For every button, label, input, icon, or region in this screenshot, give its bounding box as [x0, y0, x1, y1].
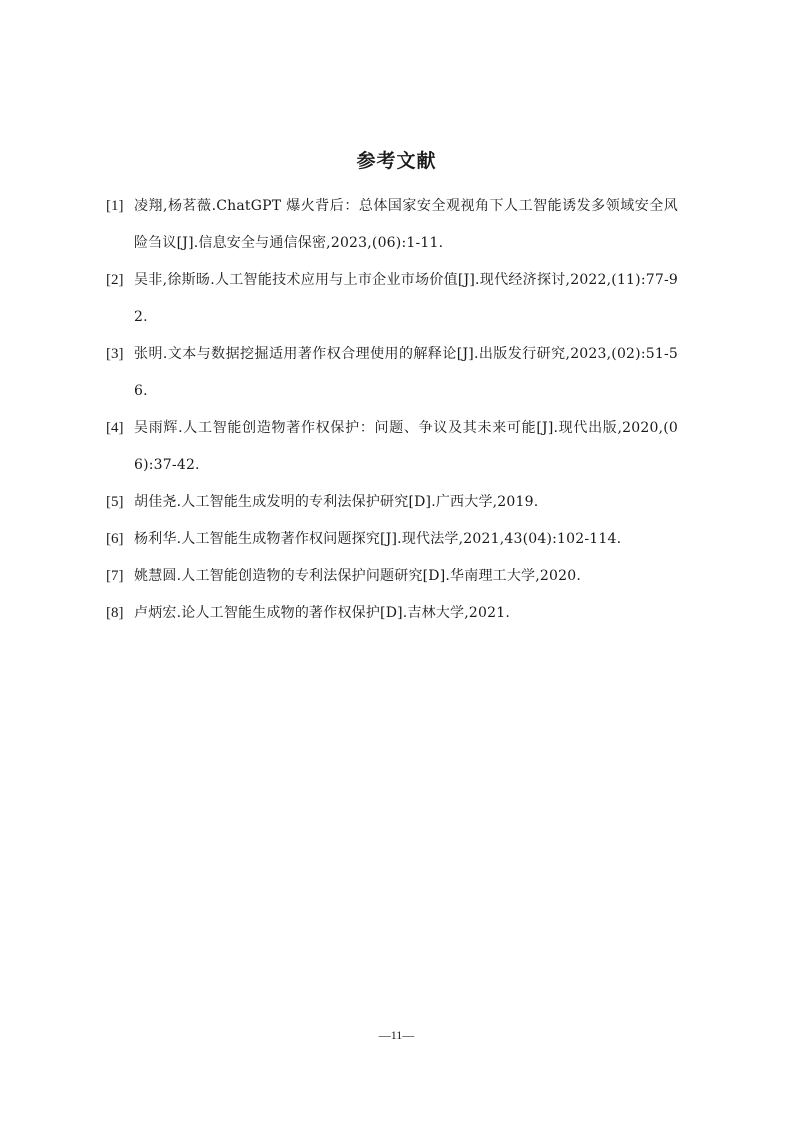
- page-number: —11—: [378, 1028, 415, 1042]
- reference-item: [106, 521, 678, 558]
- reference-number: [4]: [106, 420, 124, 436]
- reference-text: 吴非,徐斯旸.人工智能技术应用与上市企业市场价值[J].现代经济探讨,2022,(11):77-92.: [134, 272, 678, 325]
- reference-text: 吴雨辉.人工智能创造物著作权保护：问题、争议及其未来可能[J].现代出版,2020,(06):37-42.: [134, 420, 678, 473]
- reference-number: [7]: [106, 568, 124, 584]
- reference-item: [106, 484, 678, 521]
- reference-number: [3]: [106, 346, 124, 362]
- reference-item: [106, 558, 678, 595]
- reference-number: [6]: [106, 531, 124, 547]
- reference-item: [106, 336, 678, 410]
- reference-number: [8]: [106, 605, 124, 621]
- reference-text: 胡佳尧.人工智能生成发明的专利法保护研究[D].广西大学,2019.: [134, 494, 539, 510]
- reference-item: [106, 188, 678, 262]
- reference-item: [106, 410, 678, 484]
- reference-number: [1]: [106, 198, 124, 214]
- reference-text: 卢炳宏.论人工智能生成物的著作权保护[D].吉林大学,2021.: [134, 605, 510, 621]
- reference-item: [106, 262, 678, 336]
- reference-text: 姚慧圆.人工智能创造物的专利法保护问题研究[D].华南理工大学,2020.: [134, 568, 581, 584]
- reference-number: [2]: [106, 272, 124, 288]
- reference-text: 凌翔,杨茗薇.ChatGPT 爆火背后：总体国家安全观视角下人工智能诱发多领域安全风险刍议[J].信息安全与通信保密,2023,(06):1-11.: [134, 198, 678, 251]
- page-title: 参考文献: [356, 150, 437, 172]
- reference-text: 杨利华.人工智能生成物著作权问题探究[J].现代法学,2021,43(04):102-114.: [134, 531, 622, 547]
- reference-list: [106, 188, 678, 632]
- reference-number: [5]: [106, 494, 124, 510]
- reference-text: 张明.文本与数据挖掘适用著作权合理使用的解释论[J].出版发行研究,2023,(02):51-56.: [134, 346, 678, 399]
- reference-item: [106, 595, 678, 632]
